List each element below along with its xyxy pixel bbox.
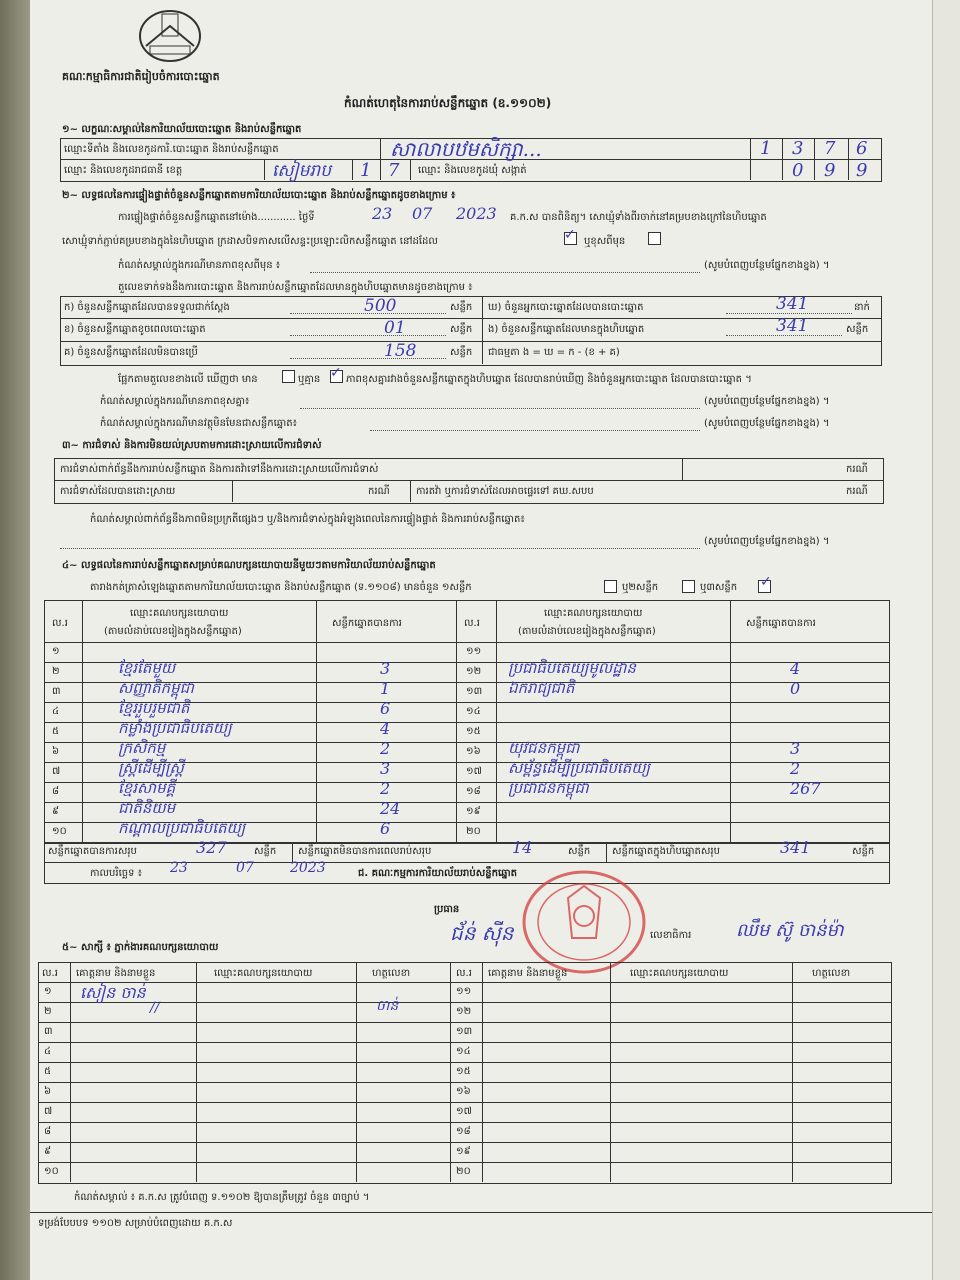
background-left <box>0 0 30 1280</box>
section2-line1-end: គ.ក.ស បានពិនិត្យ។ សោឃ្មុំទាំងពីរចាក់នៅគម្របខាងក្រៅនៃហិបឆ្នោត <box>510 212 767 223</box>
result-party-name: ឯករាជ្យជាតិ <box>508 679 575 697</box>
result-votes: 24 <box>380 799 401 818</box>
result-row-no: ១៣ <box>466 686 483 697</box>
check-date-day: 23 <box>372 204 393 223</box>
nec-emblem-icon <box>136 6 204 64</box>
objection-row1: ការជំទាស់ពាក់ព័ន្ធនឹងការរាប់សន្លឹកឆ្នោត និងការតវ៉ាទៅនឹងការដោះស្រាយលើការជំទាស់ <box>60 464 379 475</box>
result-row-no: ១២ <box>466 666 482 677</box>
result-row-no: ១៩ <box>466 806 481 817</box>
results-col-party-right: ឈ្មោះគណបក្សនយោបាយ <box>544 608 643 619</box>
section4-title: ៤~ លទ្ធផលនៃការរាប់សន្លឹកឆ្នោតសម្រាប់គណបក្សនយោបាយនីមួយៗតាមការិយាល័យរាប់សន្លឹកឆ្នោត <box>62 560 436 571</box>
result-votes: 0 <box>790 679 801 698</box>
witness-col-party-left: ឈ្មោះគណបក្សនយោបាយ <box>214 968 313 979</box>
chair-label: ប្រធាន <box>434 904 460 915</box>
witness-row-no: ២ <box>44 1006 52 1017</box>
commune-code-3: 9 <box>856 160 868 181</box>
witness-row-no: ១០ <box>44 1166 59 1177</box>
chair-signature: ជ័ន់ ស៊ីន <box>450 921 514 945</box>
gho-value: 341 <box>776 294 809 314</box>
result-row-no: ៨ <box>52 786 60 797</box>
result-row-no: ១១ <box>466 646 482 657</box>
fill-note-2: (សូមបំពេញបន្ថែមផ្នែកខាងខ្នង) ។ <box>704 396 830 407</box>
objection-row2-b: ការតវ៉ា ឬការជំទាស់ដែលអាចផ្ទេរទៅ គឃ.សបប <box>416 486 594 497</box>
code-2: 3 <box>792 138 804 159</box>
result-party-name: យុវជនកម្ពុជា <box>508 739 580 757</box>
witness-col-sig-right: ហត្ថលេខា <box>812 968 851 979</box>
witness-row-no: ៤ <box>44 1046 52 1057</box>
section2-title: ២~ លទ្ធផលនៃការផ្ទៀងផ្ទាត់ចំនួនសន្លឹកឆ្នោតតាមការិយាល័យបោះឆ្នោត និងរាប់សន្លឹកឆ្នោតដូចខាងក្រោម ៖ <box>62 190 456 201</box>
form-title: កំណត់ហេតុនៃការរាប់សន្លឹកឆ្នោត (ឧ.១១០២) <box>344 96 552 110</box>
result-votes: 2 <box>790 759 801 778</box>
result-party-name: កណ្តាលប្រជាធិបតេយ្យ <box>118 819 246 837</box>
committee-label: ជ. គណៈកម្មការការិយាល័យរាប់សន្លឹកឆ្នោត <box>358 868 518 879</box>
witness-col-name-right: គោត្តនាម និងនាមខ្លួន <box>488 968 568 979</box>
footer-bottom: ទម្រង់បែបបទ ១១០២ សម្រាប់បំពេញដោយ គ.ក.ស <box>38 1218 233 1229</box>
gho-unit: នាក់ <box>854 302 870 313</box>
section3-title: ៣~ ការជំទាស់ និងការមិនយល់ស្របតាមការដោះស្រាយលើការជំទាស់ <box>62 440 322 451</box>
ngo-value: 341 <box>776 316 809 336</box>
result-row-no: ១០ <box>52 826 67 837</box>
witness-name: សៀន ចាន់ <box>80 983 146 1002</box>
date-day: 23 <box>170 860 188 876</box>
witness-col-no-left: ល.រ <box>42 968 58 979</box>
total-invalid-unit: សន្លឹក <box>568 846 591 857</box>
witness-row-no: ៧ <box>44 1106 53 1117</box>
result-row-no: ៦ <box>52 746 60 757</box>
result-votes: 4 <box>790 659 801 678</box>
result-row-no: ១៦ <box>466 746 481 757</box>
result-party-name: សញ្ញាតិកម្ពុជា <box>118 679 194 697</box>
code-3: 7 <box>824 138 836 159</box>
witness-row-no: ១២ <box>456 1006 472 1017</box>
result-row-no: ២០ <box>466 826 481 837</box>
section3-note: កំណត់សម្គាល់ពាក់ព័ន្ធនឹងភាពមិនប្រក្រតីផ្សេងៗ ឬ/និងការជំទាស់ក្នុងអំឡុងពេលនៃការផ្ទៀងផ្ទាត់ និងការរាប់សន្លឹកឆ្នោត៖ <box>90 514 525 525</box>
result-votes: 2 <box>380 779 391 798</box>
result-votes: 267 <box>790 779 821 798</box>
note2: កំណត់សម្គាល់ក្នុងករណីមានវត្ថុមិនមែនជាសន្លឹកឆ្នោត៖ <box>100 418 298 429</box>
result-party-name: ស្ត្រីដើម្បីស្ត្រី <box>118 759 184 777</box>
witness-row-no: ១១ <box>456 986 472 997</box>
date-month: 07 <box>236 860 254 876</box>
witness-row-no: ១៩ <box>456 1146 471 1157</box>
total-invalid-value: 14 <box>512 838 533 857</box>
intro-c: ឬ៣សន្លឹក <box>700 582 738 593</box>
result-row-no: ១៥ <box>466 726 481 737</box>
result-party-name: ប្រជាធិបតេយ្យមូលដ្ឋាន <box>508 659 636 677</box>
section4-intro: តារាងកត់ត្រាសំឡេងឆ្នោតតាមការិយាល័យបោះឆ្នោត និងរាប់សន្លឹកឆ្នោត (ទ.១១០៨) មានចំនួន ១សន្លឹក <box>90 582 472 593</box>
result-votes: 3 <box>790 739 801 758</box>
code-4: 6 <box>856 138 868 159</box>
ko-value: 158 <box>384 341 417 361</box>
results-col-votes-right: សន្លឹកឆ្នោតបានការ <box>746 618 816 629</box>
section1-title: ១~ លក្ខណៈសម្គាល់នៃការិយាល័យបោះឆ្នោត និងរាប់សន្លឹកឆ្នោត <box>62 124 302 135</box>
witness-row-no: ១៣ <box>456 1026 473 1037</box>
result-votes: 4 <box>380 719 391 738</box>
commune-code-2: 9 <box>824 160 836 181</box>
result-votes: 1 <box>380 679 391 698</box>
witness-row-no: ១៦ <box>456 1086 471 1097</box>
province-code-2: 7 <box>388 160 400 181</box>
witness-row-no: ៩ <box>44 1146 52 1157</box>
section2-line2: សោឃ្មុំទាក់ភ្ជាប់គម្របខាងក្នុងនៃហិបឆ្នោត ក្រដាសបិទភាសលើសន្ទះប្រឡោះលិកសន្លឹកឆ្នោត នៅដដែល <box>62 236 438 247</box>
witness-signature: ចាន់ <box>376 998 399 1014</box>
result-party-name: ខ្មែររួបរួមជាតិ <box>118 699 190 717</box>
footer-note: កំណត់សម្គាល់ ៖ គ.ក.ស ត្រូវបំពេញ ទ.១១០២ ឱ្យបានត្រឹមត្រូវ ចំនួន ៣ច្បាប់ ។ <box>74 1192 370 1203</box>
commune-code-1: 0 <box>792 160 804 181</box>
fill-note-4: (សូមបំពេញបន្ថែមផ្នែកខាងខ្នង) ។ <box>704 536 830 547</box>
witness-row-no: ១៥ <box>456 1066 471 1077</box>
fill-note-1: (សូមបំពេញបន្ថែមផ្នែកខាងខ្នង) ។ <box>704 260 830 271</box>
one-sheet-checkbox[interactable] <box>604 580 617 593</box>
result-row-no: ៣ <box>52 686 61 697</box>
check-a: ឬគ្មាន <box>298 374 321 385</box>
section2-line2-b: ឬខុសពីមុន <box>584 236 626 247</box>
result-row-no: ៤ <box>52 706 60 717</box>
check-line: ផ្អែកតាមតួលេខខាងលើ ឃើញថា មាន <box>118 374 258 385</box>
total-box-unit: សន្លឹក <box>852 846 875 857</box>
fill-note-3: (សូមបំពេញបន្ថែមផ្នែកខាងខ្នង) ។ <box>704 418 830 429</box>
result-party-name: ខ្មែរសាមគ្គី <box>118 779 176 797</box>
secretary-signature: ឈឹម ស៊ូ ចាន់ម៉ា <box>736 920 844 941</box>
result-row-no: ១៧ <box>466 766 482 777</box>
row1-value: សាលាបឋមសិក្សា... <box>390 137 542 161</box>
result-row-no: ៩ <box>52 806 60 817</box>
results-col-no-right: ល.រ <box>464 618 480 629</box>
results-col-party-left: ឈ្មោះគណបក្សនយោបាយ <box>130 608 229 619</box>
total-box-value: 341 <box>780 838 811 857</box>
result-party-name: ក្រសិកម្ម <box>118 739 166 757</box>
witness-row-no: ១៤ <box>456 1046 471 1057</box>
date-year: 2023 <box>290 860 326 876</box>
result-row-no: ១៨ <box>466 786 481 797</box>
seal-changed-checkbox[interactable] <box>648 232 661 245</box>
row2-value: សៀមរាប <box>272 161 332 181</box>
total-box-label: សន្លឹកឆ្នោតក្នុងហិបឆ្នោតសរុប <box>612 846 720 857</box>
result-row-no: ៥ <box>52 726 60 737</box>
witness-row-no: ១៧ <box>456 1106 472 1117</box>
row2-label: ឈ្មោះ និងលេខកូដរាជធានី ខេត្ត <box>64 165 183 176</box>
witness-col-name-left: គោត្តនាម និងនាមខ្លួន <box>76 968 156 979</box>
total-valid-unit: សន្លឹក <box>254 846 277 857</box>
objection-row2-cases: ករណី <box>368 486 390 497</box>
ngo-unit: សន្លឹក <box>846 324 869 335</box>
results-col-party-sub-right: (តាមលំដាប់លេខរៀងក្នុងសន្លឹកឆ្នោត) <box>518 626 656 637</box>
result-row-no: ២ <box>52 666 60 677</box>
difference-no-check: ✓ <box>330 365 342 381</box>
gho-label: ឃ) ចំនួនអ្នកបោះឆ្នោតដែលបានបោះឆ្នោត <box>488 302 644 313</box>
result-party-name: កម្លាំងប្រជាធិបតេយ្យ <box>118 719 232 737</box>
date-label: កាលបរិច្ឆេទ ៖ <box>90 868 143 879</box>
ka-value: 500 <box>364 296 397 316</box>
ka-label: ក) ចំនួនសន្លឹកឆ្នោតដែលបានទទួលជាក់ស្តែង <box>64 302 230 313</box>
code-1: 1 <box>760 138 772 159</box>
three-sheet-check: ✓ <box>760 574 772 590</box>
row2-label-b: ឈ្មោះ និងលេខកូដឃុំ សង្កាត់ <box>418 165 527 176</box>
result-row-no: ១ <box>52 646 60 657</box>
witness-row-no: ១៨ <box>456 1126 471 1137</box>
formula: ជាធម្មតា ង = ឃ = ក - (ខ + គ) <box>488 347 620 358</box>
witness-col-party-right: ឈ្មោះគណបក្សនយោបាយ <box>630 968 729 979</box>
result-party-name: ជាតិនិយម <box>118 799 176 817</box>
witness-row-no: ៦ <box>44 1086 52 1097</box>
difference-yes-checkbox[interactable] <box>282 370 295 383</box>
witness-col-sig-left: ហត្ថលេខា <box>372 968 411 979</box>
witness-row-no: ១ <box>44 986 52 997</box>
check-date-year: 2023 <box>456 204 497 223</box>
result-party-name: ខ្មែរតែមួយ <box>118 659 176 677</box>
two-sheet-checkbox[interactable] <box>682 580 695 593</box>
witness-row-no: ៨ <box>44 1126 52 1137</box>
section5-title: ៥~ សាក្សី ៖ ភ្នាក់ងារគណបក្សនយោបាយ <box>62 942 219 953</box>
result-votes: 3 <box>380 759 391 778</box>
kha-value: 01 <box>384 318 406 338</box>
adjacent-page <box>932 0 960 1280</box>
province-code-1: 1 <box>360 160 372 181</box>
section2-line1: ការផ្ទៀងផ្ទាត់ចំនួនសន្លឹកឆ្នោតនៅម៉ោង............ ថ្ងៃទី <box>118 212 315 223</box>
total-valid-value: 327 <box>196 838 227 857</box>
note1: កំណត់សម្គាល់ក្នុងករណីមានភាពខុសគ្នា៖ <box>100 396 250 407</box>
result-votes: 2 <box>380 739 391 758</box>
witness-row-no: ២០ <box>456 1166 471 1177</box>
results-col-votes-left: សន្លឹកឆ្នោតបានការ <box>332 618 402 629</box>
official-stamp-icon <box>520 868 648 976</box>
objection-row1-cases: ករណី <box>846 464 868 475</box>
ngo-label: ង) ចំនួនសន្លឹកឆ្នោតដែលមានក្នុងហិបឆ្នោត <box>488 324 645 335</box>
result-row-no: ៧ <box>52 766 61 777</box>
check-date-month: 07 <box>412 204 433 223</box>
ko-unit: សន្លឹក <box>450 347 473 358</box>
section2-line4: តួលេខទាក់ទងនឹងការបោះឆ្នោត និងការរាប់សន្លឹកឆ្នោតដែលមានក្នុងហិបឆ្នោតមានដូចខាងក្រោម ៖ <box>118 282 473 293</box>
result-votes: 6 <box>380 819 391 838</box>
seal-intact-check: ✓ <box>564 227 576 243</box>
check-b: ភាពខុសគ្នារវាងចំនួនសន្លឹកឆ្នោតក្នុងហិបឆ្នោត ដែលបានរាប់ឃើញ និងចំនួនអ្នកបោះឆ្នោត ដែលបានបោះឆ្នោត ។ <box>346 374 752 385</box>
results-col-party-sub-left: (តាមលំដាប់លេខរៀងក្នុងសន្លឹកឆ្នោត) <box>104 626 242 637</box>
secretary-label: លេខាធិការ <box>650 930 692 941</box>
results-col-no-left: ល.រ <box>52 618 68 629</box>
kha-unit: សន្លឹក <box>450 324 473 335</box>
objection-row2b-cases: ករណី <box>846 486 868 497</box>
witness-row-no: ៣ <box>44 1026 53 1037</box>
witness-col-no-right: ល.រ <box>456 968 472 979</box>
result-party-name: ប្រជាជនកម្ពុជា <box>508 779 589 797</box>
kha-label: ខ) ចំនួនសន្លឹកឆ្នោតខូចពេលបោះឆ្នោត <box>64 324 206 335</box>
total-invalid-label: សន្លឹកឆ្នោតមិនបានការពេលរាប់សរុប <box>298 846 432 857</box>
result-row-no: ១៤ <box>466 706 481 717</box>
result-votes: 6 <box>380 699 391 718</box>
result-party-name: សម្ព័ន្ធដើម្បីប្រជាធិបតេយ្យ <box>508 759 650 777</box>
ka-unit: សន្លឹក <box>450 302 473 313</box>
ko-label: គ) ចំនួនសន្លឹកឆ្នោតដែលមិនបានប្រើ <box>64 347 198 358</box>
total-valid-label: សន្លឹកឆ្នោតបានការសរុប <box>48 846 137 857</box>
intro-b: ឬ២សន្លឹក <box>622 582 659 593</box>
witness-row-no: ៥ <box>44 1066 52 1077</box>
section2-line3: កំណត់សម្គាល់ក្នុងករណីមានភាពខុសពីមុន ៖ <box>118 260 281 271</box>
result-votes: 3 <box>380 659 391 678</box>
org-name: គណៈកម្មាធិការជាតិរៀបចំការបោះឆ្នោត <box>62 70 220 83</box>
objection-row2: ការជំទាស់ដែលបានដោះស្រាយ <box>60 486 176 497</box>
row1-label: ឈ្មោះទីតាំង និងលេខកូដការិ.បោះឆ្នោត និងរាប់សន្លឹកឆ្នោត <box>64 144 279 155</box>
witness-mark: // <box>150 1000 160 1016</box>
